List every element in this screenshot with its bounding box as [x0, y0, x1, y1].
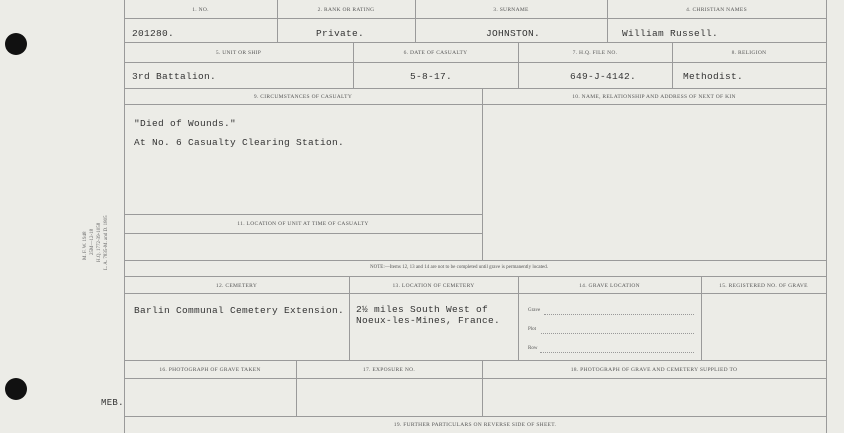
header-registered: 15. REGISTERED NO. OF GRAVE [719, 283, 808, 289]
punch-hole-top [5, 33, 27, 55]
value-circumstances-2: At No. 6 Casualty Clearing Station. [134, 137, 345, 148]
plot-field-label: Plot [528, 327, 537, 332]
header-photo-supplied: 18. PHOTOGRAPH OF GRAVE AND CEMETERY SUPPLIED TO [570, 367, 738, 373]
value-religion: Methodist. [683, 71, 744, 82]
note-text: NOTE:—Items 12, 13 and 14 are not to be completed until grave is permanently located. [370, 265, 549, 270]
value-circumstances-1: "Died of Wounds." [134, 118, 237, 129]
header-christian: 4. CHRISTIAN NAMES [686, 7, 747, 13]
header-unit: 5. UNIT OR SHIP [215, 50, 262, 56]
header-location-cemetery: 13. LOCATION OF CEMETERY [392, 283, 475, 289]
header-photo-grave: 16. PHOTOGRAPH OF GRAVE TAKEN [159, 367, 261, 373]
side-print-1: M. F. W. 1948 [83, 231, 88, 260]
value-cemetery: Barlin Communal Cemetery Extension. [134, 305, 345, 316]
value-no: 201280. [132, 28, 175, 39]
value-christian: William Russell. [622, 28, 719, 39]
value-hq: 649-J-4142. [570, 71, 637, 82]
value-location-1: 2½ miles South West of [356, 304, 489, 315]
header-exposure: 17. EXPOSURE NO. [362, 367, 416, 373]
grave-field-label: Grave [528, 308, 541, 313]
initials: MEB. [101, 398, 124, 408]
header-kin: 10. NAME, RELATIONSHIP AND ADDRESS OF NEXT OF KIN [572, 94, 736, 100]
header-no: 1. NO. [192, 7, 209, 13]
header-religion: 8. RELIGION [731, 50, 767, 56]
header-further: 19. FURTHER PARTICULARS ON REVERSE SIDE OF SHEET. [393, 422, 557, 428]
side-print-3: H.Q. 1772-39-1058 [97, 222, 102, 262]
value-unit: 3rd Battalion. [132, 71, 217, 82]
header-circumstances: 9. CIRCUMSTANCES OF CASUALTY [253, 94, 353, 100]
header-surname: 3. SURNAME [493, 7, 529, 13]
side-print-2: 25M—12-18 [90, 228, 95, 255]
header-cemetery: 12. CEMETERY [215, 283, 258, 289]
side-print-4: L. A. 7835-M. and D. 1805 [104, 215, 109, 270]
value-surname: JOHNSTON. [486, 28, 541, 39]
value-rank: Private. [316, 28, 365, 39]
header-hq: 7. H.Q. FILE NO. [572, 50, 618, 56]
row-field-label: Row [528, 346, 538, 351]
header-date: 6. DATE OF CASUALTY [403, 50, 468, 56]
header-grave-location: 14. GRAVE LOCATION [579, 283, 640, 289]
punch-hole-bottom [5, 378, 27, 400]
value-location-2: Noeux-les-Mines, France. [356, 315, 501, 326]
header-rank: 2. RANK OR RATING [317, 7, 375, 13]
header-location-unit: 11. LOCATION OF UNIT AT TIME OF CASUALTY [237, 221, 369, 227]
value-date: 5-8-17. [410, 71, 453, 82]
